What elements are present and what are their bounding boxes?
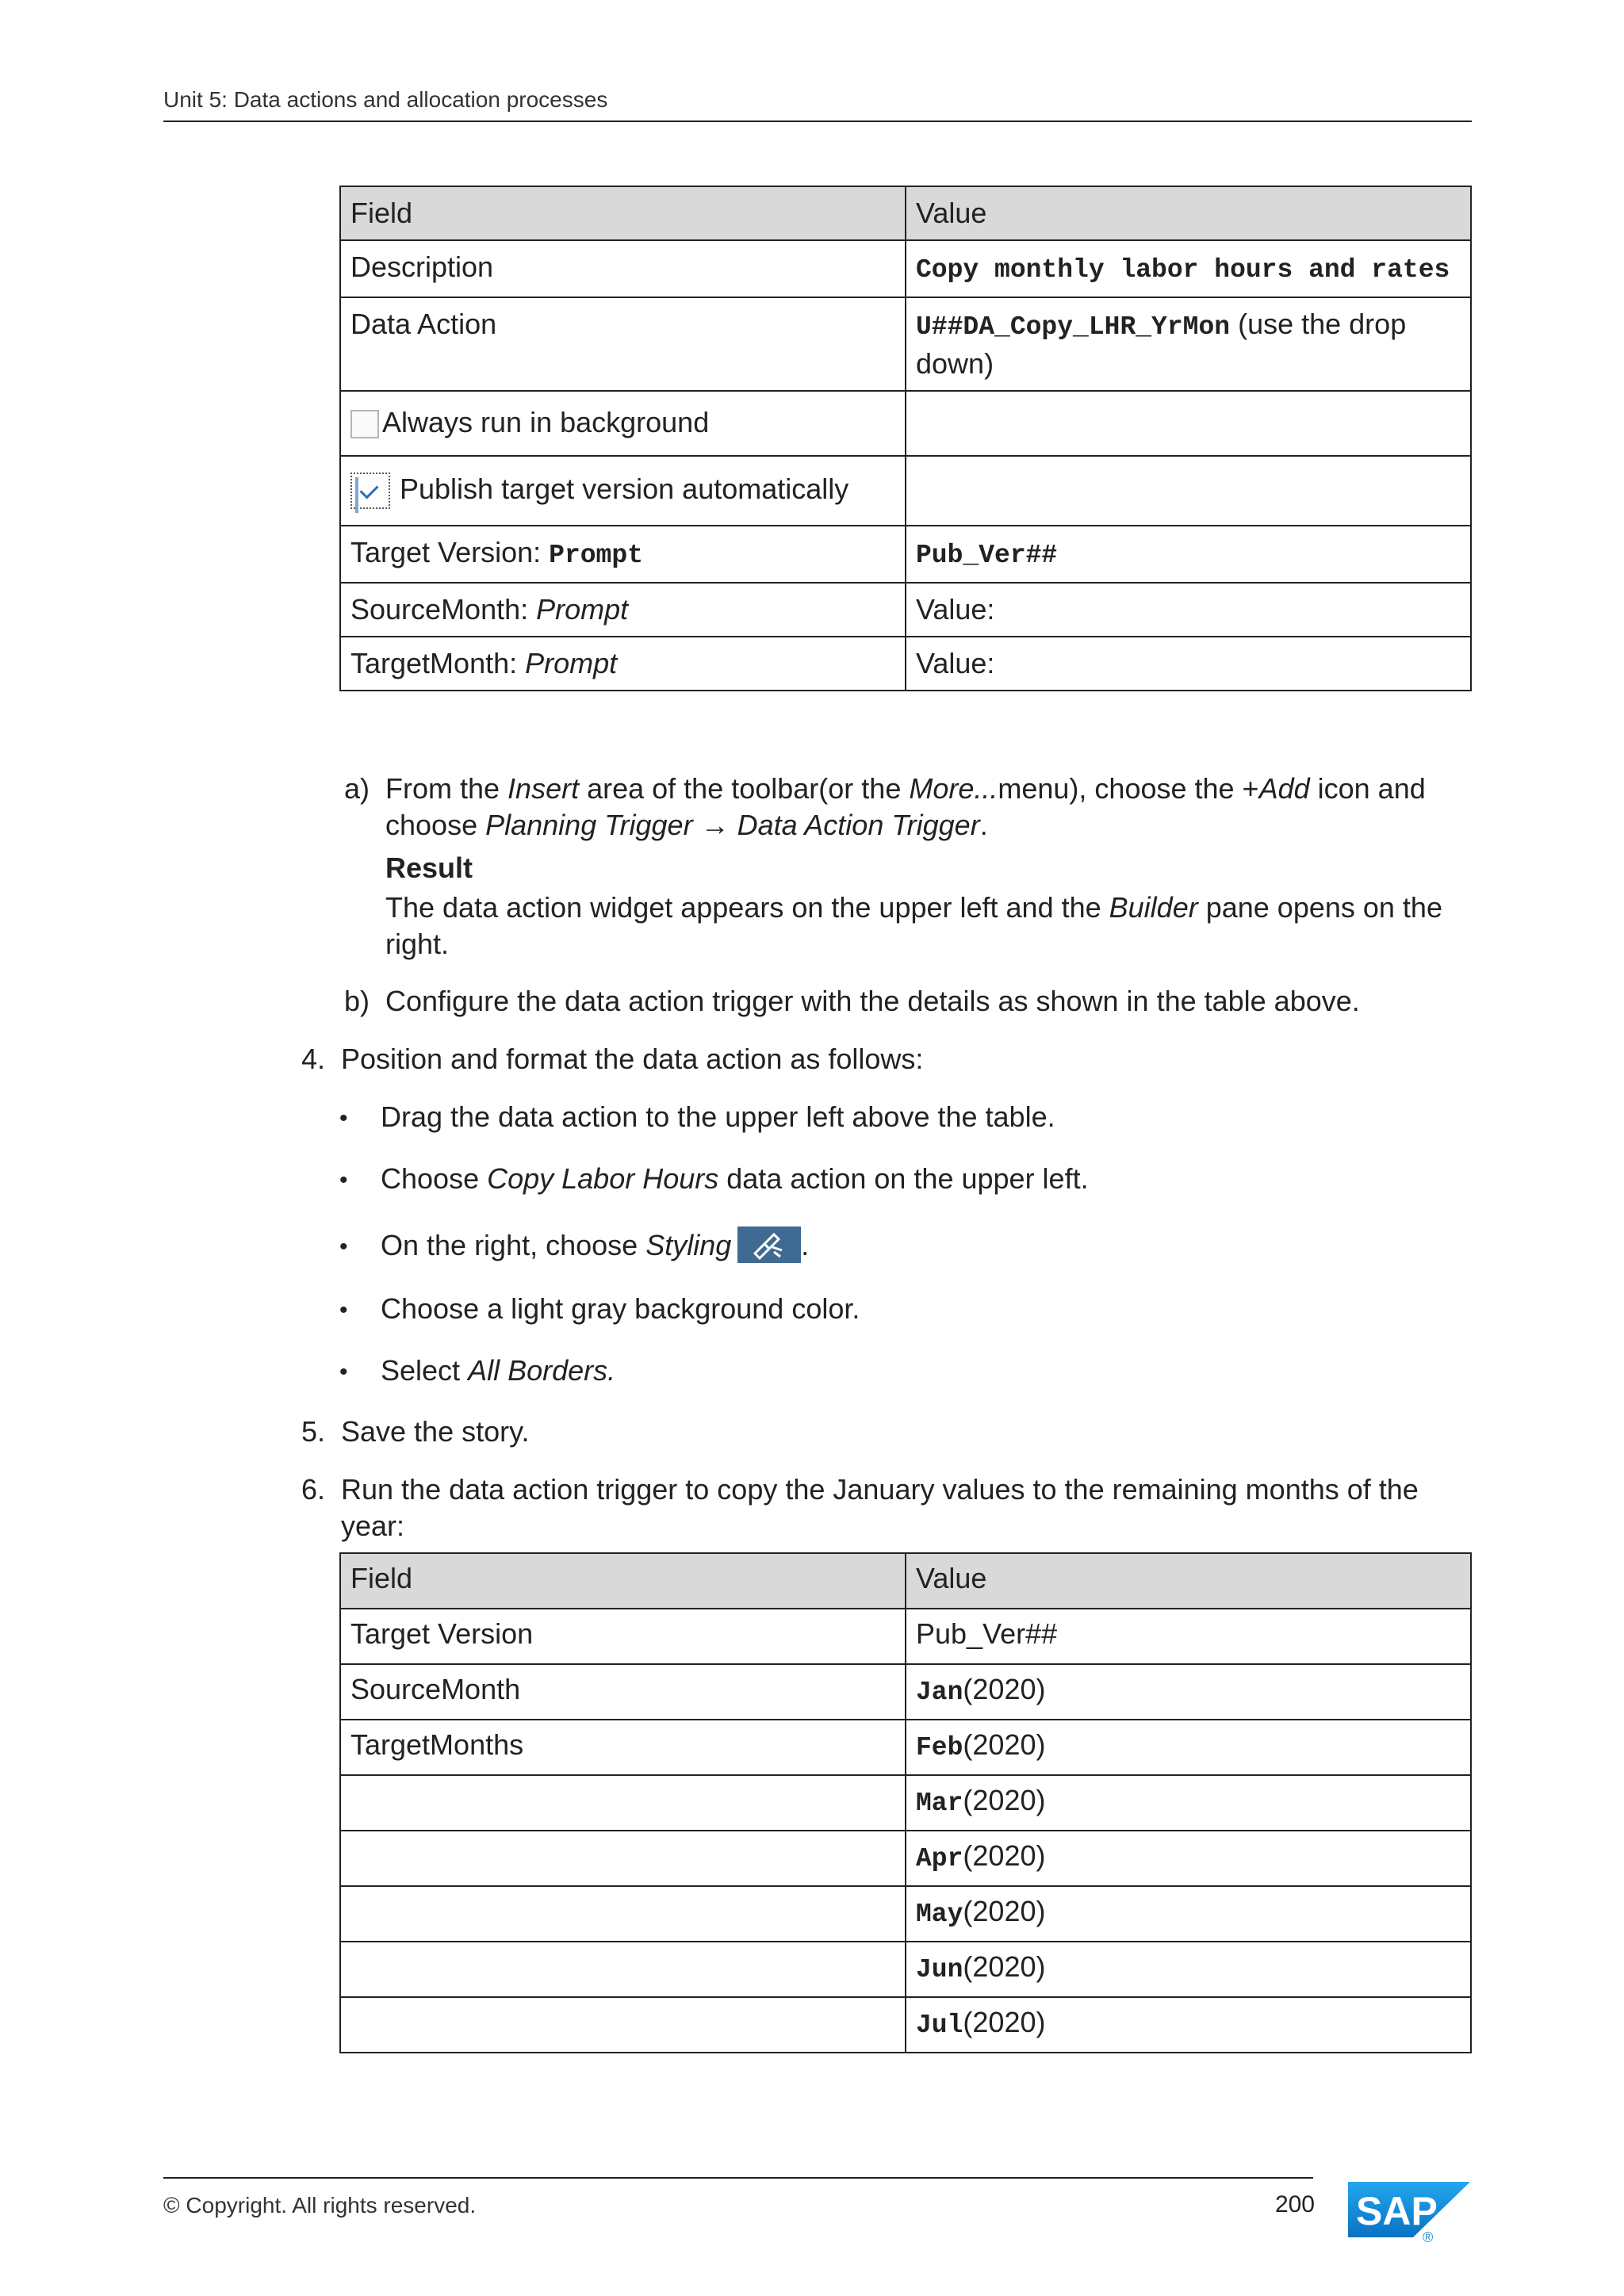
value-cell [906, 456, 1471, 526]
running-header: Unit 5: Data actions and allocation processes [163, 87, 608, 112]
logo-text: SAP [1356, 2189, 1438, 2233]
all-borders-term: All Borders. [468, 1354, 616, 1387]
field-cell [340, 583, 906, 637]
field-cell [340, 1886, 906, 1942]
table-header-row [340, 186, 1471, 240]
bullet-dot: • [339, 1105, 348, 1131]
value-cell [906, 1664, 1471, 1720]
value-cell [906, 240, 1471, 297]
result-label: Result [385, 851, 473, 884]
step-4-number: 4. [301, 1043, 326, 1075]
page-number: 200 [1274, 2191, 1315, 2218]
run-values-table [339, 1552, 1472, 2053]
publish-checkbox[interactable] [350, 473, 390, 509]
source-month-prompt: Prompt [536, 593, 629, 626]
cell-value: (2020) [963, 1673, 1046, 1705]
field-cell [340, 1831, 906, 1886]
target-version-label: Target Version: [350, 536, 550, 568]
checkmark-icon [355, 477, 358, 513]
table-row [340, 1831, 1471, 1886]
data-action-note: (use the drop down) [916, 308, 1407, 380]
table-row [340, 1720, 1471, 1775]
insert-term: Insert [508, 772, 580, 805]
text: From the [385, 772, 508, 805]
month-code: Jan [916, 1678, 963, 1707]
bullet-1: Drag the data action to the upper left above the table. [381, 1100, 1055, 1133]
value-cell [906, 1942, 1471, 1997]
table-row-description [340, 240, 1471, 297]
month-code: Feb [916, 1733, 963, 1762]
month-code: Mar [916, 1789, 963, 1818]
cell-value: Pub_Ver## [916, 1617, 1058, 1650]
target-version-value: Pub_Ver## [916, 541, 1058, 570]
table-row-publish [340, 456, 1471, 526]
sap-logo [1348, 2182, 1475, 2249]
cell-value: (2020) [963, 1784, 1046, 1816]
table-row-source-month [340, 583, 1471, 637]
value-cell: Value: [906, 583, 1471, 637]
text: area of the toolbar(or the [579, 772, 910, 805]
month-code: Apr [916, 1844, 963, 1873]
field-cell [340, 1997, 906, 2053]
menu-path: Planning Trigger → Data Action Trigger [485, 809, 980, 841]
value-cell [906, 1720, 1471, 1775]
table-row [340, 1664, 1471, 1720]
add-term: Add [1258, 772, 1310, 805]
month-code: Jul [916, 2011, 963, 2040]
always-run-label: Always run in background [382, 406, 710, 438]
step-b-marker: b) [344, 985, 370, 1017]
text: The data action widget appears on the upper left and the [385, 891, 1109, 924]
styling-paintbrush-icon [737, 1226, 801, 1263]
table-row [340, 1886, 1471, 1942]
column-header-field: Field [340, 1553, 906, 1609]
cell-value: (2020) [963, 1839, 1046, 1872]
table-row [340, 1942, 1471, 1997]
field-cell: Data Action [340, 297, 906, 391]
step-5-number: 5. [301, 1415, 326, 1448]
text: menu), choose the + [998, 772, 1259, 805]
field-cell [340, 1942, 906, 1997]
field-cell: Target Version [340, 1609, 906, 1664]
value-cell: Value: [906, 637, 1471, 691]
bullet-2 [381, 1161, 1089, 1197]
column-header-value: Value [906, 1553, 1471, 1609]
value-cell [906, 391, 1471, 456]
target-version-prompt: Prompt [549, 541, 643, 570]
field-cell: SourceMonth [340, 1664, 906, 1720]
trigger-settings-table [339, 186, 1472, 691]
text: Choose [381, 1162, 488, 1195]
cell-value: (2020) [963, 1895, 1046, 1927]
bullet-dot: • [339, 1297, 348, 1323]
bullet-dot: • [339, 1359, 348, 1385]
data-action-code: U##DA_Copy_LHR_YrMon [916, 312, 1231, 342]
step-6-text: Run the data action trigger to copy the January values to the remaining months of the year: [341, 1473, 1419, 1542]
step-5-text: Save the story. [341, 1415, 530, 1448]
value-cell [906, 297, 1471, 391]
text: Select [381, 1354, 469, 1387]
result-text [385, 890, 1472, 962]
table-row [340, 1609, 1471, 1664]
copy-labor-hours-term: Copy Labor Hours [487, 1162, 719, 1195]
copyright-notice: © Copyright. All rights reserved. [163, 2193, 477, 2218]
always-run-checkbox[interactable] [350, 410, 379, 438]
value-cell [906, 1997, 1471, 2053]
step-b-text: Configure the data action trigger with the details as shown in the table above. [385, 985, 1360, 1017]
month-code: Jun [916, 1955, 963, 1984]
table-row [340, 1997, 1471, 2053]
value-cell [906, 1609, 1471, 1664]
bullet-5 [381, 1353, 615, 1389]
description-value: Copy monthly labor hours and rates [916, 255, 1450, 285]
source-month-label: SourceMonth: [350, 593, 537, 626]
registered-mark: ® [1423, 2229, 1434, 2245]
more-term: More... [909, 772, 998, 805]
table-row-target-month [340, 637, 1471, 691]
target-month-prompt: Prompt [525, 647, 618, 679]
step-a-marker: a) [344, 772, 370, 805]
step-a-text [385, 771, 1472, 844]
builder-term: Builder [1109, 891, 1198, 924]
table-row-always-run [340, 391, 1471, 456]
table-header-row [340, 1553, 1471, 1609]
bullet-dot: • [339, 1167, 348, 1193]
field-cell [340, 456, 906, 526]
value-cell [906, 1886, 1471, 1942]
bullet-4: Choose a light gray background color. [381, 1292, 860, 1325]
header-rule [163, 121, 1472, 122]
cell-value: (2020) [963, 2006, 1046, 2038]
styling-term: Styling [645, 1229, 732, 1261]
bullet-dot: • [339, 1234, 348, 1260]
cell-value: (2020) [963, 1728, 1046, 1761]
field-cell [340, 637, 906, 691]
column-header-field: Field [340, 186, 906, 240]
bullet-3 [381, 1227, 809, 1265]
step-4-text: Position and format the data action as follows: [341, 1043, 924, 1075]
text: . [801, 1229, 810, 1261]
field-cell: TargetMonths [340, 1720, 906, 1775]
text: icon and choose [385, 772, 1426, 841]
text: pane opens on the right. [385, 891, 1442, 960]
field-cell [340, 1775, 906, 1831]
table-row-data-action [340, 297, 1471, 391]
text: data action on the upper left. [718, 1162, 1089, 1195]
column-header-value: Value [906, 186, 1471, 240]
field-cell [340, 526, 906, 583]
cell-value: (2020) [963, 1950, 1046, 1983]
value-cell [906, 1775, 1471, 1831]
table-row-target-version [340, 526, 1471, 583]
value-cell [906, 526, 1471, 583]
value-cell [906, 1831, 1471, 1886]
field-cell: Description [340, 240, 906, 297]
text: On the right, choose [381, 1229, 646, 1261]
publish-label: Publish target version automatically [400, 473, 849, 505]
footer-rule [163, 2177, 1313, 2179]
field-cell [340, 391, 906, 456]
text: . [979, 809, 988, 841]
month-code: May [916, 1900, 963, 1929]
step-6-number: 6. [301, 1473, 326, 1506]
table-row [340, 1775, 1471, 1831]
target-month-label: TargetMonth: [350, 647, 526, 679]
